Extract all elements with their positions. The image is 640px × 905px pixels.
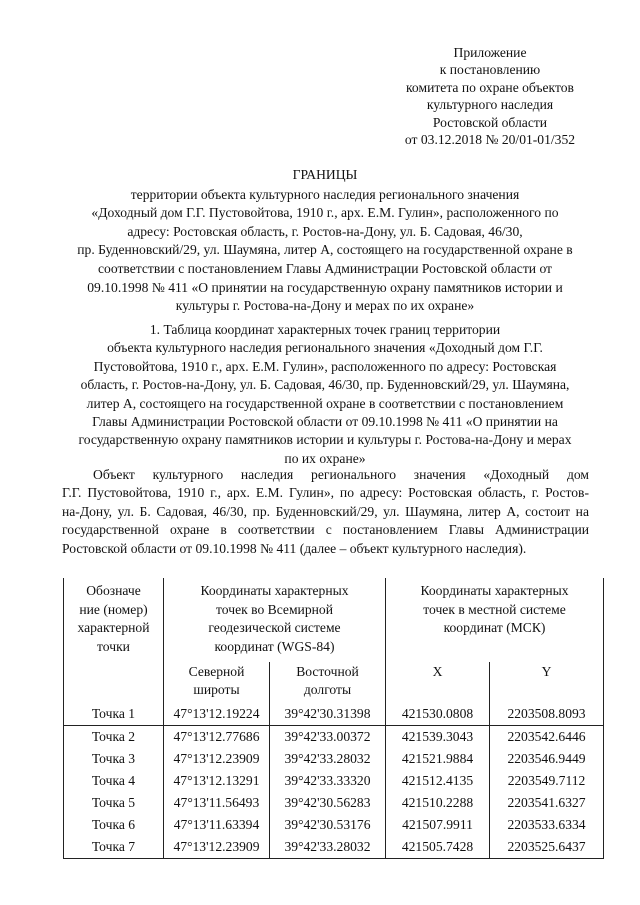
paragraph-line: Объект культурного наследия регионального значения «Доходный дом xyxy=(93,467,589,482)
coordinates-table xyxy=(63,578,604,859)
header-wgs84-coordinates: Координаты характерных точек во Всемирной геодезической системе координат (WGS-84) xyxy=(164,578,386,662)
subheading-line: территории объекта культурного наследия регионального значения xyxy=(130,186,520,202)
header-msk-coordinates: Координаты характерных точек в местной системе координат (МСК) xyxy=(386,578,604,662)
section-title-line: объекта культурного наследия регионального значения «Доходный дом Г.Г. xyxy=(107,340,543,356)
x-cell: 421521.9884 xyxy=(386,748,490,770)
paragraph-line: на-Дону, ул. Б. Садовая, 46/30, пр. Буденновский/29, ул. Шаумяна, литер А, состоит на xyxy=(62,503,589,519)
north-cell: 47°13'12.23909 xyxy=(164,836,270,859)
y-cell: 2203533.6334 xyxy=(490,814,604,836)
header-east-longitude: Восточной долготы xyxy=(270,662,386,703)
y-cell: 2203546.9449 xyxy=(490,748,604,770)
header-point-designation: Обозначе ние (номер) характерной точки xyxy=(64,578,164,703)
point-cell: Точка 7 xyxy=(64,836,164,859)
north-cell: 47°13'12.23909 xyxy=(164,748,270,770)
section-title-line: 1. Таблица координат характерных точек границ территории xyxy=(149,322,501,337)
section-title-line: литер А, состоящего на государственной охране в соответствии с постановлением xyxy=(86,395,564,411)
subheading-line: соответствии с постановлением Главы Администрации Ростовской области от xyxy=(98,260,552,276)
table-row xyxy=(64,814,604,836)
appendix-line: Ростовской области xyxy=(432,114,548,130)
table-row xyxy=(64,792,604,814)
subheading-line: культуры г. Ростова-на-Дону и мерах по их охране» xyxy=(175,298,475,314)
section-title-line: государственную охрану памятников истории и культуры г. Ростова-на-Дону и мерах xyxy=(78,432,572,448)
appendix-line: комитета по охране объектов xyxy=(406,79,574,95)
paragraph-line: государственной охране в соответствии с постановлением Главы Администрации xyxy=(62,522,589,538)
document-title xyxy=(50,166,600,316)
paragraph-line: Г.Г. Пустовойтова, 1910 г., арх. Е.М. Гулин», по адресу: Ростовская область, г. Ростов- xyxy=(62,485,589,501)
section-title-line: по их охране» xyxy=(284,450,366,466)
north-cell: 47°13'12.77686 xyxy=(164,726,270,749)
appendix-line: Приложение xyxy=(453,45,527,60)
y-cell: 2203525.6437 xyxy=(490,836,604,859)
y-cell: 2203542.6446 xyxy=(490,726,604,749)
header-y: Y xyxy=(490,662,604,703)
east-cell: 39°42'30.31398 xyxy=(270,703,386,726)
y-cell: 2203508.8093 xyxy=(490,703,604,726)
east-cell: 39°42'30.53176 xyxy=(270,814,386,836)
table-row xyxy=(64,748,604,770)
east-cell: 39°42'30.56283 xyxy=(270,792,386,814)
point-cell: Точка 3 xyxy=(64,748,164,770)
appendix-line: культурного наследия xyxy=(426,97,554,113)
x-cell: 421505.7428 xyxy=(386,836,490,859)
y-cell: 2203549.7112 xyxy=(490,770,604,792)
heading: ГРАНИЦЫ xyxy=(292,167,358,182)
point-cell: Точка 2 xyxy=(64,726,164,749)
y-cell: 2203541.6327 xyxy=(490,792,604,814)
appendix-line: от 03.12.2018 № 20/01-01/352 xyxy=(404,132,576,148)
north-cell: 47°13'11.56493 xyxy=(164,792,270,814)
table-row xyxy=(64,726,604,749)
paragraph-line: Ростовской области от 09.10.1998 № 411 (далее – объект культурного наследия). xyxy=(62,540,527,556)
appendix-line: к постановлению xyxy=(439,62,541,78)
north-cell: 47°13'11.63394 xyxy=(164,814,270,836)
header-x: X xyxy=(386,662,490,703)
subheading-line: пр. Буденновский/29, ул. Шаумяна, литер А, состоящего на государственной охране в xyxy=(77,242,573,258)
point-cell: Точка 5 xyxy=(64,792,164,814)
section-title-line: Пустовойтова, 1910 г., арх. Е.М. Гулин», расположенного по адресу: Ростовская xyxy=(93,358,557,374)
east-cell: 39°42'33.33320 xyxy=(270,770,386,792)
point-cell: Точка 1 xyxy=(64,703,164,726)
subheading-line: адресу: Ростовская область, г. Ростов-на-Дону, ул. Б. Садовая, 46/30, xyxy=(127,223,523,239)
point-cell: Точка 6 xyxy=(64,814,164,836)
point-cell: Точка 4 xyxy=(64,770,164,792)
header-north-latitude: Северной широты xyxy=(164,662,270,703)
east-cell: 39°42'33.28032 xyxy=(270,836,386,859)
x-cell: 421510.2288 xyxy=(386,792,490,814)
north-cell: 47°13'12.13291 xyxy=(164,770,270,792)
table-row xyxy=(64,703,604,726)
section-title-line: Главы Администрации Ростовской области от 09.10.1998 № 411 «О принятии на xyxy=(92,414,558,430)
subheading-line: 09.10.1998 № 411 «О принятии на государственную охрану памятников истории и xyxy=(87,279,563,295)
appendix-block xyxy=(390,44,590,148)
x-cell: 421539.3043 xyxy=(386,726,490,749)
object-description-paragraph xyxy=(62,466,589,558)
north-cell: 47°13'12.19224 xyxy=(164,703,270,726)
table-row xyxy=(64,836,604,859)
x-cell: 421530.0808 xyxy=(386,703,490,726)
x-cell: 421512.4135 xyxy=(386,770,490,792)
section-title-line: область, г. Ростов-на-Дону, ул. Б. Садовая, 46/30, пр. Буденновский/29, ул. Шаумяна, xyxy=(80,377,570,393)
x-cell: 421507.9911 xyxy=(386,814,490,836)
section-title xyxy=(50,321,600,468)
table-row xyxy=(64,770,604,792)
east-cell: 39°42'33.00372 xyxy=(270,726,386,749)
east-cell: 39°42'33.28032 xyxy=(270,748,386,770)
subheading-line: «Доходный дом Г.Г. Пустовойтова, 1910 г., арх. Е.М. Гулин», расположенного по xyxy=(91,205,559,221)
